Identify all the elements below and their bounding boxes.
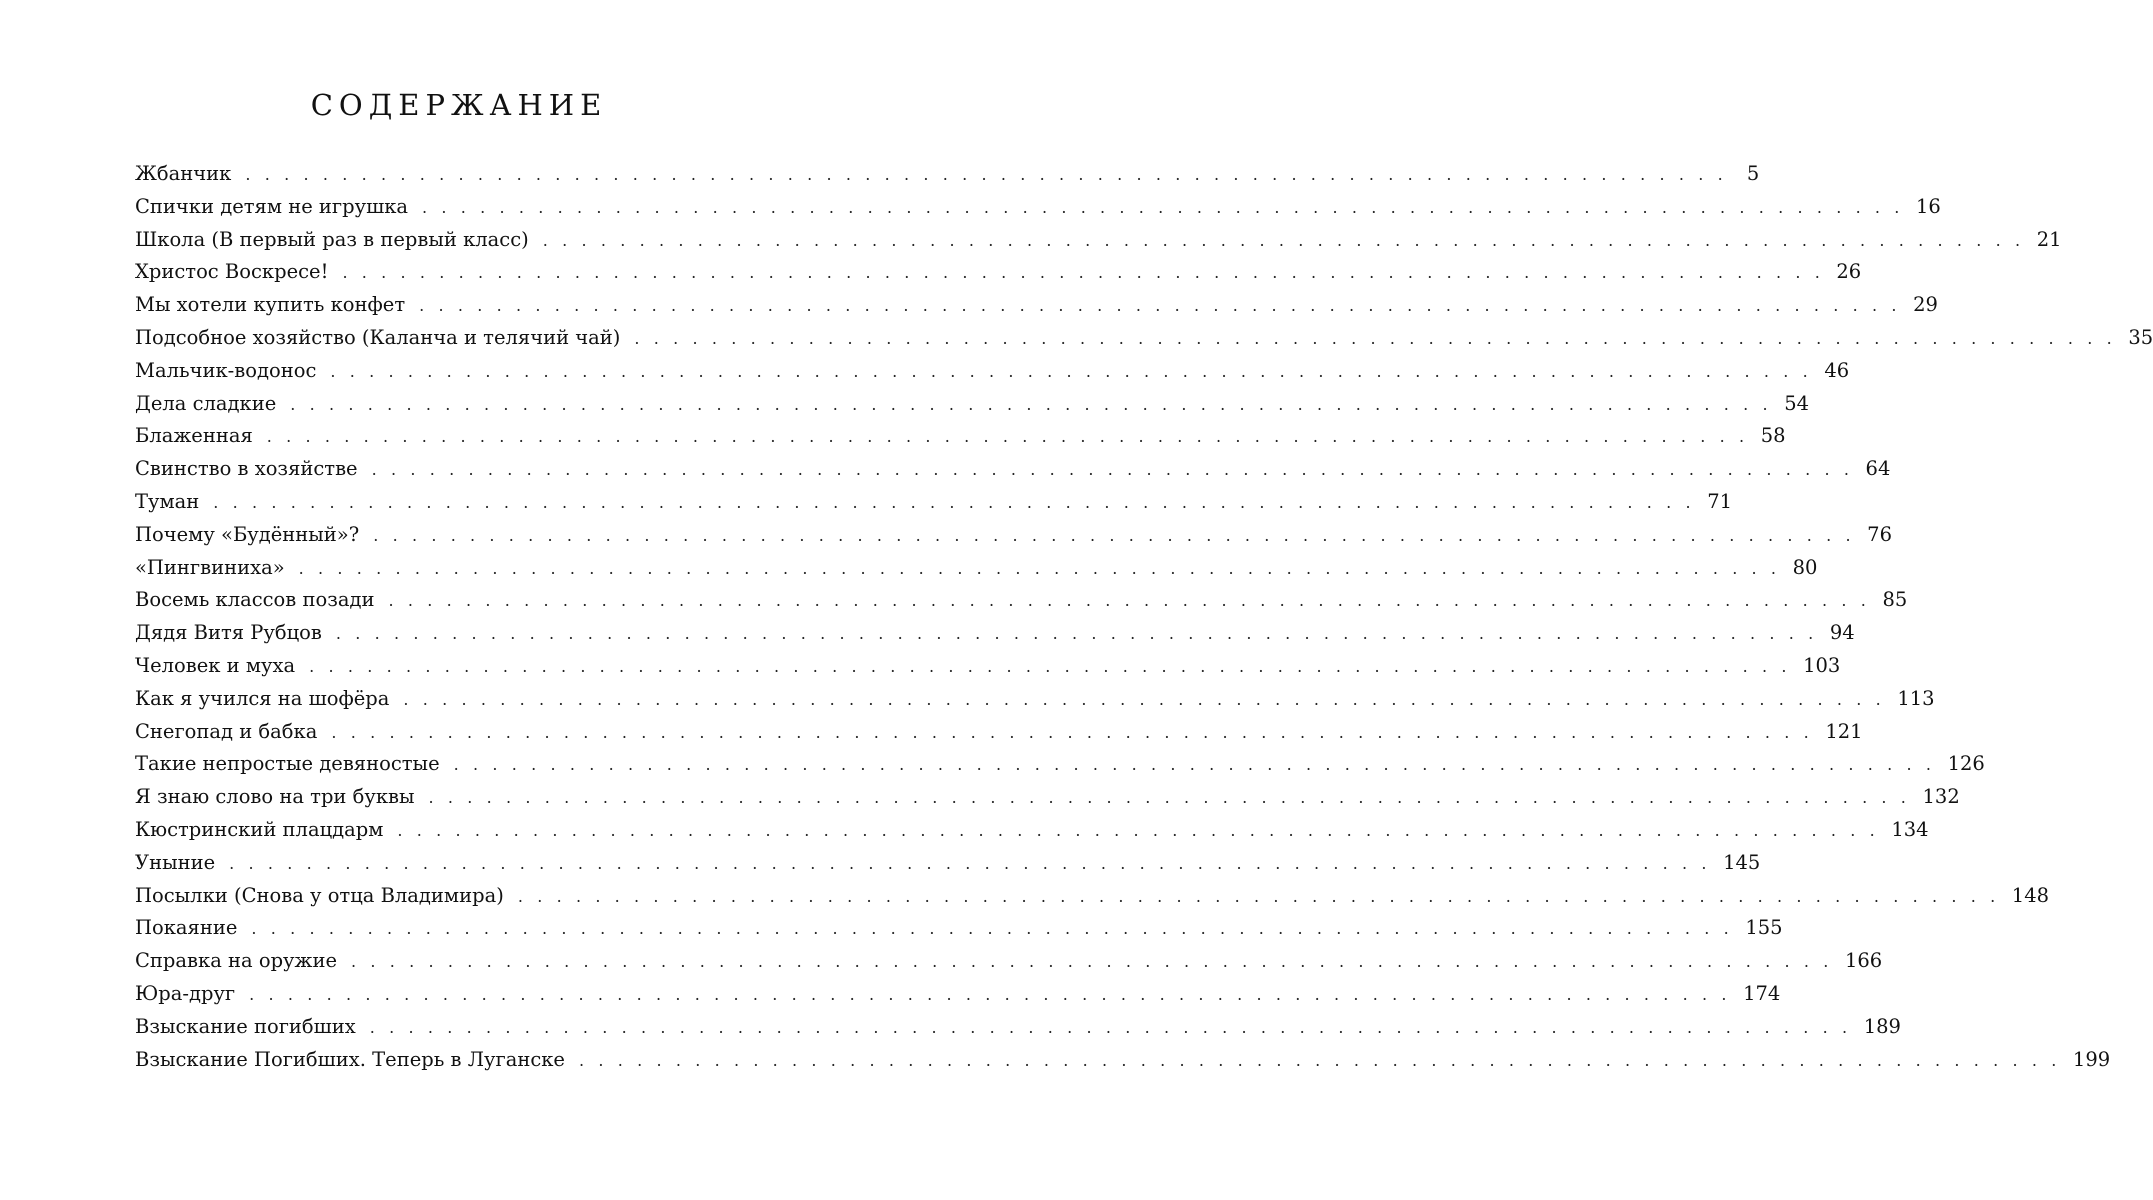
dot-leader: . . . . . . . . . . . . . . . . . . . . . . . . . . . . . . . . . . . . . . . . . . . . . . . . . . . . . . . . . . . . . . . . . . . . . . . . . . . . .: [419, 296, 1902, 316]
dot-leader: . . . . . . . . . . . . . . . . . . . . . . . . . . . . . . . . . . . . . . . . . . . . . . . . . . . . . . . . . . . . . . . . . . . . . . . . . . . . .: [371, 460, 1854, 480]
dot-leader: . . . . . . . . . . . . . . . . . . . . . . . . . . . . . . . . . . . . . . . . . . . . . . . . . . . . . . . . . . . . . . . . . . . . . . . . . . . . .: [428, 788, 1911, 808]
toc-entry-page-number: 103: [1803, 653, 1841, 677]
dot-leader: . . . . . . . . . . . . . . . . . . . . . . . . . . . . . . . . . . . . . . . . . . . . . . . . . . . . . . . . . . . . . . . . . . . . . . . . . . . . .: [229, 853, 1712, 873]
toc-entry-title: Справка на оружие: [135, 949, 338, 973]
toc-entry-page-number: 126: [1947, 752, 1985, 776]
toc-entry: [135, 256, 1862, 289]
toc-entry-page-number: 155: [1745, 916, 1783, 940]
toc-entry: [135, 814, 1929, 847]
dot-leader: . . . . . . . . . . . . . . . . . . . . . . . . . . . . . . . . . . . . . . . . . . . . . . . . . . . . . . . . . . . . . . . . . . . . . . . . . . . . .: [249, 984, 1732, 1004]
toc-entry: [135, 519, 1892, 552]
toc-entry: [135, 420, 1786, 453]
page-title: СОДЕРЖАНИЕ: [310, 88, 608, 122]
toc-entry: [135, 1011, 1901, 1044]
toc-entry: [135, 945, 1883, 978]
toc-entry-page-number: 5: [1746, 162, 1760, 185]
toc-entry-title: Дела сладкие: [135, 391, 277, 415]
toc-entry-title: Взыскание Погибших. Теперь в Луганске: [135, 1047, 565, 1071]
toc-entry: [135, 322, 2153, 355]
toc-entry: [135, 486, 1733, 519]
toc-entry-title: Юра-друг: [135, 981, 236, 1005]
dot-leader: . . . . . . . . . . . . . . . . . . . . . . . . . . . . . . . . . . . . . . . . . . . . . . . . . . . . . . . . . . . . . . . . . . . . . . . . . . . . .: [331, 722, 1814, 742]
toc-entry: [135, 781, 1960, 814]
toc-entry-title: Свинство в хозяйстве: [135, 457, 358, 481]
dot-leader: . . . . . . . . . . . . . . . . . . . . . . . . . . . . . . . . . . . . . . . . . . . . . . . . . . . . . . . . . . . . . . . . . . . . . . . . . . . . .: [342, 263, 1825, 283]
toc-entry: [135, 453, 1891, 486]
toc-entry-title: Блаженная: [135, 424, 253, 448]
toc-entry-page-number: 199: [2072, 1047, 2111, 1071]
toc-entry-page-number: 29: [1913, 293, 1938, 317]
toc-entry-page-number: 64: [1865, 457, 1891, 481]
toc-entry: [135, 978, 1781, 1011]
toc-entry: [135, 650, 1841, 683]
dot-leader: . . . . . . . . . . . . . . . . . . . . . . . . . . . . . . . . . . . . . . . . . . . . . . . . . . . . . . . . . . . . . . . . . . . . . . . . . . . . .: [251, 919, 1734, 939]
dot-leader: . . . . . . . . . . . . . . . . . . . . . . . . . . . . . . . . . . . . . . . . . . . . . . . . . . . . . . . . . . . . . . . . . . . . . . . . . . . . .: [578, 1050, 2061, 1070]
toc-entry-page-number: 174: [1743, 981, 1781, 1005]
dot-leader: . . . . . . . . . . . . . . . . . . . . . . . . . . . . . . . . . . . . . . . . . . . . . . . . . . . . . . . . . . . . . . . . . . . . . . . . . . . . .: [290, 394, 1773, 414]
toc-entry-title: Уныние: [135, 850, 216, 874]
toc-entry-title: Я знаю слово на три буквы: [135, 785, 415, 809]
toc-entry-page-number: 54: [1784, 391, 1810, 415]
toc-entry-title: Дядя Витя Рубцов: [135, 621, 322, 645]
toc-entry-title: Восемь классов позади: [135, 588, 375, 612]
toc-entry-page-number: 16: [1916, 194, 1941, 218]
toc-entry-page-number: 94: [1829, 621, 1855, 645]
toc-entry-title: Взыскание погибших: [135, 1014, 356, 1038]
toc-entry: [135, 912, 1783, 945]
toc-entry-title: Мы хотели купить конфет: [135, 293, 406, 317]
toc-entry-title: Почему «Будённый»?: [135, 522, 360, 546]
dot-leader: . . . . . . . . . . . . . . . . . . . . . . . . . . . . . . . . . . . . . . . . . . . . . . . . . . . . . . . . . . . . . . . . . . . . . . . . . . . . .: [266, 427, 1749, 447]
toc-entry-page-number: 21: [2036, 227, 2062, 251]
toc-entry-page-number: 145: [1723, 850, 1761, 874]
toc-entry-title: «Пингвиниха»: [135, 555, 285, 579]
toc-entry: [135, 1044, 2111, 1077]
toc-entry: [135, 716, 1863, 749]
toc-entry: [135, 683, 1935, 716]
toc-entry-title: Снегопад и бабка: [135, 719, 318, 743]
toc-entry-title: Такие непростые девяностые: [135, 752, 440, 776]
dot-leader: . . . . . . . . . . . . . . . . . . . . . . . . . . . . . . . . . . . . . . . . . . . . . . . . . . . . . . . . . . . . . . . . . . . . . . . . . . . . .: [517, 886, 2000, 906]
toc-entry: [135, 847, 1761, 880]
toc-entry-title: Туман: [135, 489, 200, 513]
dot-leader: . . . . . . . . . . . . . . . . . . . . . . . . . . . . . . . . . . . . . . . . . . . . . . . . . . . . . . . . . . . . . . . . . . . . . . . . . . . . .: [542, 230, 2025, 250]
toc-entry-title: Подсобное хозяйство (Каланча и телячий чай): [135, 325, 621, 349]
toc-entry-page-number: 76: [1867, 522, 1892, 546]
dot-leader: . . . . . . . . . . . . . . . . . . . . . . . . . . . . . . . . . . . . . . . . . . . . . . . . . . . . . . . . . . . . . . . . . . . . . . . . . . . . .: [397, 820, 1880, 840]
toc-entry-page-number: 134: [1891, 817, 1929, 841]
toc-entry-page-number: 80: [1792, 555, 1818, 579]
toc-entry: [135, 552, 1818, 585]
toc-entry-page-number: 71: [1707, 489, 1733, 513]
dot-leader: . . . . . . . . . . . . . . . . . . . . . . . . . . . . . . . . . . . . . . . . . . . . . . . . . . . . . . . . . . . . . . . . . . . . . . . . . . . . .: [335, 624, 1818, 644]
toc-entry-page-number: 189: [1863, 1014, 1901, 1038]
toc-entry-page-number: 148: [2011, 883, 2050, 907]
toc-entry: [135, 748, 1985, 781]
toc-entry-title: Кюстринский плацдарм: [135, 817, 384, 841]
dot-leader: . . . . . . . . . . . . . . . . . . . . . . . . . . . . . . . . . . . . . . . . . . . . . . . . . . . . . . . . . . . . . . . . . . . . . . . . . . . . .: [309, 656, 1792, 676]
dot-leader: . . . . . . . . . . . . . . . . . . . . . . . . . . . . . . . . . . . . . . . . . . . . . . . . . . . . . . . . . . . . . . . . . . . . . . . . . . . . .: [351, 952, 1833, 972]
toc-entry-page-number: 46: [1824, 358, 1850, 382]
toc-entry-page-number: 113: [1897, 686, 1935, 710]
toc-entry-page-number: 166: [1844, 949, 1883, 973]
toc-entry-title: Школа (В первый раз в первый класс): [135, 227, 529, 251]
toc-entry-page-number: 58: [1760, 424, 1786, 448]
toc-entry: [135, 191, 1941, 224]
dot-leader: . . . . . . . . . . . . . . . . . . . . . . . . . . . . . . . . . . . . . . . . . . . . . . . . . . . . . . . . . . . . . . . . . . . . . . . . . . . . .: [422, 197, 1904, 217]
dot-leader: . . . . . . . . . . . . . . . . . . . . . . . . . . . . . . . . . . . . . . . . . . . . . . . . . . . . . . . . . . . . . . . . . . . . . . . . . . . . .: [213, 492, 1696, 512]
toc-entry: [135, 584, 1908, 617]
toc-entry: [135, 158, 1760, 191]
dot-leader: . . . . . . . . . . . . . . . . . . . . . . . . . . . . . . . . . . . . . . . . . . . . . . . . . . . . . . . . . . . . . . . . . . . . . . . . . . . . .: [373, 525, 1856, 545]
toc-entry: [135, 880, 2050, 913]
toc-entry: [135, 224, 2062, 257]
toc-entry-title: Как я учился на шофёра: [135, 686, 390, 710]
toc-entry-page-number: 85: [1882, 588, 1908, 612]
toc-entry: [135, 289, 1938, 322]
toc-entry-page-number: 26: [1836, 260, 1862, 284]
toc-entry: [135, 355, 1850, 388]
dot-leader: . . . . . . . . . . . . . . . . . . . . . . . . . . . . . . . . . . . . . . . . . . . . . . . . . . . . . . . . . . . . . . . . . . . . . . . . . . . . .: [330, 361, 1813, 381]
table-of-contents: [135, 158, 2153, 1076]
toc-entry-title: Жбанчик: [135, 162, 232, 185]
dot-leader: . . . . . . . . . . . . . . . . . . . . . . . . . . . . . . . . . . . . . . . . . . . . . . . . . . . . . . . . . . . . . . . . . . . . . . . . . . . . .: [634, 328, 2117, 348]
dot-leader: . . . . . . . . . . . . . . . . . . . . . . . . . . . . . . . . . . . . . . . . . . . . . . . . . . . . . . . . . . . . . . . . . . . . . . . . . . . . .: [453, 755, 1936, 775]
dot-leader: . . . . . . . . . . . . . . . . . . . . . . . . . . . . . . . . . . . . . . . . . . . . . . . . . . . . . . . . . . . . . . . . . . . . . . . . . . . . .: [388, 591, 1871, 611]
toc-entry-title: Спички детям не игрушка: [135, 194, 409, 218]
dot-leader: . . . . . . . . . . . . . . . . . . . . . . . . . . . . . . . . . . . . . . . . . . . . . . . . . . . . . . . . . . . . . . . . . . . . . . . . . . . . .: [403, 689, 1886, 709]
toc-entry-title: Мальчик-водонос: [135, 358, 317, 382]
toc-entry-page-number: 132: [1922, 785, 1960, 809]
dot-leader: . . . . . . . . . . . . . . . . . . . . . . . . . . . . . . . . . . . . . . . . . . . . . . . . . . . . . . . . . . . . . . . . . . . . . . . . . . . . .: [369, 1017, 1852, 1037]
toc-entry-title: Покаяние: [135, 916, 238, 940]
toc-entry: [135, 617, 1855, 650]
dot-leader: . . . . . . . . . . . . . . . . . . . . . . . . . . . . . . . . . . . . . . . . . . . . . . . . . . . . . . . . . . . . . . . . . . . . . . . . . . . . .: [298, 558, 1781, 578]
toc-entry-title: Человек и муха: [135, 653, 296, 677]
toc-entry-title: Христос Воскресе!: [135, 260, 329, 284]
toc-entry: [135, 388, 1810, 421]
toc-entry-title: Посылки (Снова у отца Владимира): [135, 883, 504, 907]
toc-entry-page-number: 121: [1825, 719, 1863, 743]
dot-leader: . . . . . . . . . . . . . . . . . . . . . . . . . . . . . . . . . . . . . . . . . . . . . . . . . . . . . . . . . . . . . . . . . . . . . . . . . . . . .: [245, 165, 1728, 184]
toc-entry-page-number: 35: [2128, 325, 2153, 349]
